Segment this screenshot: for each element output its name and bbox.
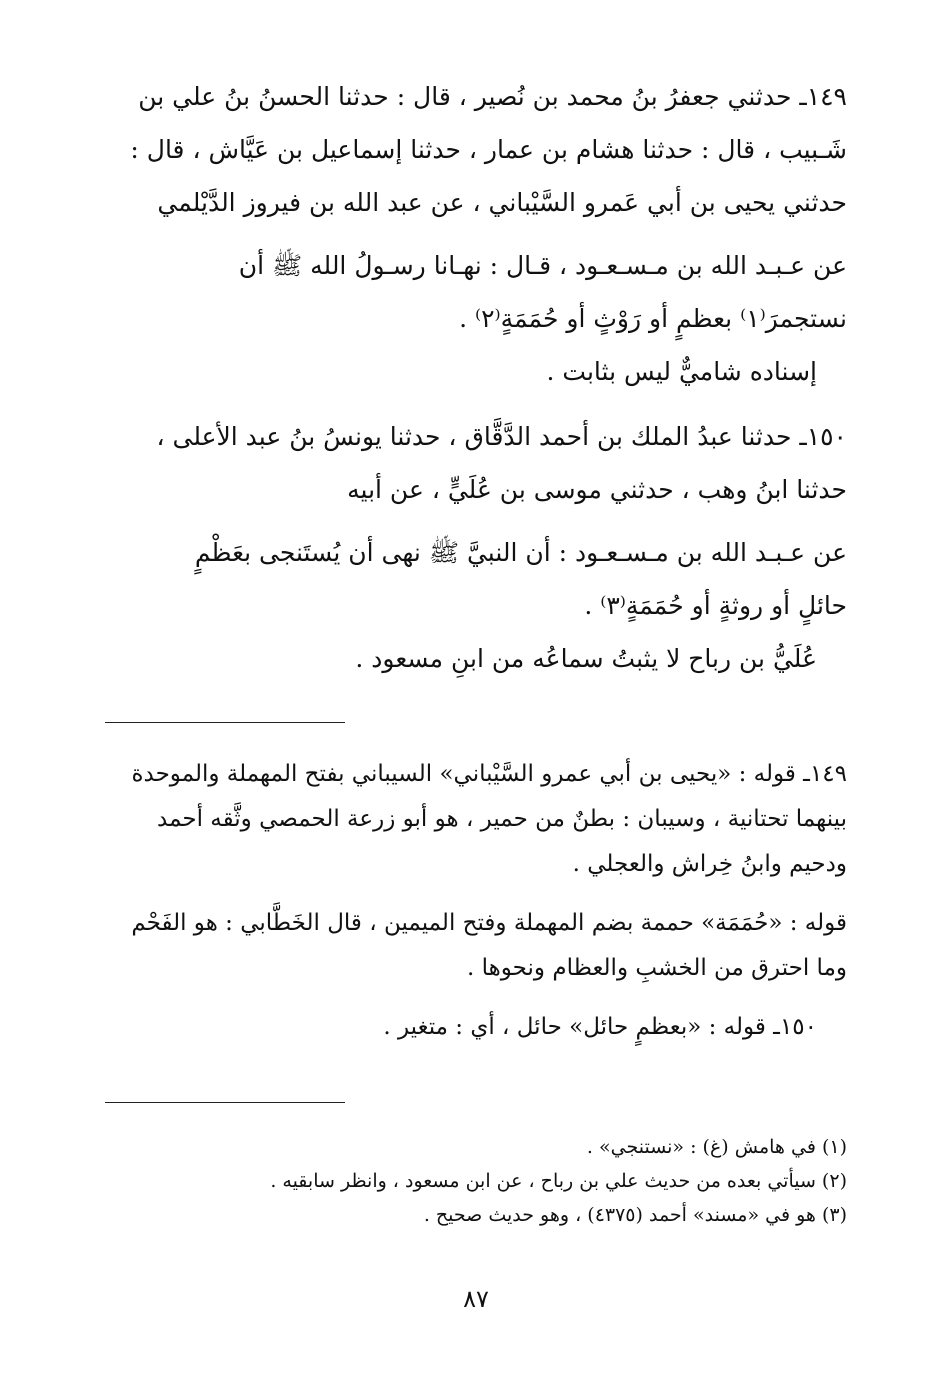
commentary-line: ١٤٩ـ قوله : «يحيى بن أبي عمرو السَّيْباني» السيباني بفتح المهملة والموحدة	[131, 761, 847, 787]
hadith-150-matn-line: حائلٍ أو روثةٍ أو حُمَمَةٍ⁽٣⁾ .	[584, 591, 847, 620]
hadith-149-isnad-line: ١٤٩ـ حدثني جعفرُ بنُ محمد بن نُصير ، قال : حدثنا الحسنُ بنُ علي بن	[138, 82, 847, 111]
commentary-line: بينهما تحتانية ، وسيبان : بطنٌ من حمير ، هو أبو زرعة الحمصي وثَّقه أحمد	[157, 806, 847, 832]
commentary-line: ودحيم وابنُ خِراش والعجلي .	[572, 851, 847, 877]
footnotes	[102, 1130, 847, 1232]
section-divider	[105, 722, 345, 723]
footnote-1: (١) في هامش (غ) : «نستنجي» .	[586, 1136, 847, 1158]
hadith-150-grading: عُلَيُّ بن رباح لا يثبتُ سماعُه من ابنِ مسعود .	[355, 644, 817, 673]
footnote-3: (٣) هو في «مسند» أحمد (٤٣٧٥) ، وهو حديث صحيح .	[423, 1204, 847, 1226]
hadith-149-matn-line: نستجمرَ⁽١⁾ بعظمٍ أو رَوْثٍ أو حُمَمَةٍ⁽٢⁾ .	[459, 304, 847, 333]
hadith-150-isnad-line: حدثنا ابنُ وهب ، حدثني موسى بن عُلَيٍّ ، عن أبيه	[347, 475, 847, 504]
hadith-150-matn-line: عن عـبـد الله بن مـسـعـود : أن النبيَّ ﷺ نهى أن يُستَنجى بعَظْمٍ	[194, 538, 847, 567]
commentary-line: وما احترق من الخشبِ والعظام ونحوها .	[467, 955, 847, 981]
hadith-150	[102, 410, 847, 685]
hadith-149-isnad-line: حدثني يحيى بن أبي عَمرو السَّيْباني ، عن عبد الله بن فيروز الدَّيْلمي	[157, 188, 847, 217]
hadith-149-grading: إسناده شاميٌّ ليس بثابت .	[546, 357, 817, 386]
commentary-line: قوله : «حُمَمَة» حممة بضم المهملة وفتح الميمين ، قال الخَطَّابي : هو الفَحْم	[131, 910, 847, 936]
commentary-line: ١٥٠ـ قوله : «بعظمٍ حائل» حائل ، أي : متغير .	[383, 1014, 817, 1040]
commentary-section	[102, 752, 847, 1050]
footnote-divider	[105, 1102, 345, 1103]
hadith-149-isnad-line: شَـبيب ، قال : حدثنا هشام بن عمار ، حدثنا إسماعيل بن عَيَّاش ، قال :	[130, 135, 847, 164]
hadith-149-matn-line: عن عـبـد الله بن مـسـعـود ، قـال : نهـانا رسـولُ الله ﷺ أن	[238, 251, 847, 280]
hadith-149	[102, 70, 847, 398]
footnote-2: (٢) سيأتي بعده من حديث علي بن رباح ، عن ابن مسعود ، وانظر سابقيه .	[270, 1170, 847, 1192]
hadith-150-isnad-line: ١٥٠ـ حدثنا عبدُ الملك بن أحمد الدَّقَّاق ، حدثنا يونسُ بنُ عبد الأعلى ،	[156, 422, 847, 451]
page-number: ٨٧	[463, 1285, 489, 1313]
